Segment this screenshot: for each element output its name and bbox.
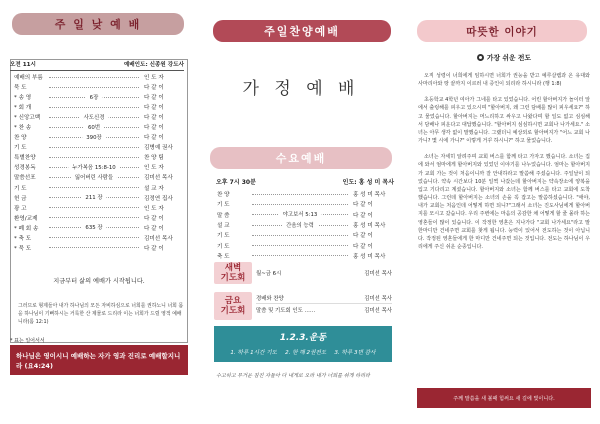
service-item-name: * 축 도: [14, 235, 32, 242]
service-item-person: 찬 양 팀: [144, 155, 164, 162]
service-leader-dots: [49, 237, 139, 238]
service-row: [217, 220, 393, 230]
dawn-prayer-time: 월~금 6시: [256, 271, 282, 277]
service-row: [14, 92, 184, 102]
service-item-name: 성경봉독: [14, 165, 36, 172]
service-row: [14, 122, 184, 132]
standing-footnote: * 표는 일어서서: [10, 338, 45, 344]
service-item-person: 홍 성 미 목사: [353, 253, 386, 260]
service-leader-dots: [49, 124, 139, 131]
friday-line-person: 김미선 목사: [364, 308, 392, 314]
warm-story-banner: [417, 20, 587, 42]
service-item-name: 예배의 부름: [14, 75, 43, 82]
service-item-detail: 잃어버린 사람들: [71, 173, 117, 181]
service-item-detail: 211 장: [81, 193, 106, 201]
123-movement-box: [214, 326, 392, 362]
service-item-person: 김미선 목사: [144, 175, 173, 182]
service-leader-dots: [49, 164, 139, 171]
service-item-person: 다 같 이: [144, 225, 164, 232]
friday-prayer-badge: 금요 기도회: [214, 292, 252, 320]
service-leader-dots: [49, 107, 139, 108]
service-row: [14, 142, 184, 152]
family-worship-title: 가 정 예 배: [242, 79, 360, 99]
friday-line-text: 말씀 및 기도회 인도 ……: [256, 308, 316, 314]
service-item-person: 다 같 이: [144, 135, 164, 142]
service-leader: 예배인도: 신종원 강도사: [123, 62, 184, 68]
evening-service-column: [203, 0, 399, 424]
123-movement-title: 1.2.3.운동: [279, 333, 327, 343]
service-item-name: * 묵 도: [14, 245, 32, 252]
service-row: [14, 203, 184, 213]
service-item-detail: 6장: [86, 93, 103, 101]
service-item-detail: 야고보서 5:13: [279, 210, 322, 218]
friday-prayer-line: [256, 304, 392, 316]
movement-item: 2. 한 해 2권전도: [285, 350, 327, 356]
service-leader-dots: [49, 217, 139, 218]
service-item-person: 김병예 권사: [144, 145, 173, 152]
sunday-praise-title: 주일찬양예배: [264, 25, 340, 38]
service-item-name: 환영/교제: [14, 215, 38, 222]
service-leader-dots: [49, 187, 139, 188]
service-leader-dots: [49, 157, 139, 158]
service-item-detail: 사도신경: [80, 113, 109, 121]
sunday-praise-banner: [213, 20, 391, 42]
friday-line-text: 경배와 찬양: [256, 295, 284, 302]
story-paragraph: 오직 성령이 너희에게 임하시면 너희가 권능을 받고 예루살렘과 온 유대와 사마리아와 땅 끝까지 이르러 내 증인이 되리라 하시니라 (행 1:8): [418, 73, 590, 88]
service-time: 오전 11시: [10, 62, 36, 68]
service-leader-dots: [49, 207, 139, 208]
service-leader-dots: [49, 94, 139, 101]
wednesday-service-banner: [210, 147, 392, 169]
bullet-icon: [477, 54, 484, 61]
service-row: [14, 172, 184, 182]
service-row: [217, 230, 393, 240]
service-item-name: 광 고: [14, 205, 27, 212]
wednesday-leader: 인도: 홍 성 미 목사: [342, 179, 394, 186]
service-row: [14, 112, 184, 122]
service-item-person: 다 같 이: [144, 105, 164, 112]
service-item-detail: 635 장: [81, 223, 106, 231]
service-item-name: 기 도: [14, 145, 27, 152]
service-item-person: 김미선 목사: [144, 235, 173, 242]
service-item-name: * 회 개: [14, 105, 32, 112]
service-leader-dots: [49, 77, 139, 78]
service-row: [14, 233, 184, 243]
dawn-prayer-person: 김미선 목사: [364, 271, 392, 277]
service-item-name: 기 도: [217, 202, 230, 209]
service-row: [14, 82, 184, 92]
service-row: [14, 183, 184, 193]
service-item-name: 기 도: [217, 243, 230, 250]
service-item-person: 다 같 이: [144, 85, 164, 92]
service-item-person: 다 같 이: [144, 125, 164, 132]
friday-prayer-block: [214, 292, 392, 320]
service-item-name: 기 도: [14, 185, 27, 192]
service-row: [14, 243, 184, 253]
service-leader-dots: [252, 235, 348, 236]
service-header: [10, 60, 184, 71]
service-leader-dots: [252, 255, 348, 256]
movement-item: 1. 하루 1시간 기도: [230, 350, 278, 356]
service-item-name: 특별찬양: [14, 155, 36, 162]
service-item-name: * 찬 송: [14, 125, 32, 132]
service-row: [217, 189, 393, 199]
service-item-person: 김정연 집사: [144, 195, 173, 202]
story-body: [418, 72, 590, 259]
service-row: [217, 210, 393, 220]
service-item-person: 인 도 자: [144, 165, 164, 172]
service-leader-dots: [252, 222, 348, 229]
service-item-person: 다 같 이: [144, 115, 164, 122]
friday-prayer-line: [256, 292, 392, 304]
service-item-person: 홍 성 미 목사: [353, 192, 386, 199]
dawn-prayer-badge: 새벽 기도회: [214, 262, 252, 284]
service-item-person: 다 같 이: [144, 215, 164, 222]
wednesday-time: 오후 7시 30분: [216, 179, 256, 186]
sunday-service-title: 주 일 낮 예 배: [54, 18, 142, 31]
story-footer-bar: 주께 말씀을 새 볼때 힘써요 새 길에 빛이니다.: [417, 388, 591, 408]
service-leader-dots: [49, 134, 139, 141]
life-worship-note: 지금부터 삶의 예배가 시작됩니다.: [53, 278, 145, 285]
service-leader-dots: [49, 87, 139, 88]
service-leader-dots: [49, 195, 139, 202]
sunday-service-column: [0, 0, 194, 424]
service-item-person: 다 같 이: [353, 212, 373, 219]
service-item-person: 다 같 이: [144, 245, 164, 252]
sunday-service-banner: [12, 13, 184, 35]
service-item-person: 홍 성 미 목사: [353, 223, 386, 230]
dawn-prayer-info: [252, 262, 392, 284]
service-item-detail: 60번: [84, 123, 104, 131]
service-leader-dots: [252, 194, 348, 195]
friday-line-person: 김미선 목사: [364, 295, 392, 302]
warm-story-title: 따뜻한 이야기: [466, 25, 538, 38]
service-item-name: 설 교: [217, 223, 230, 230]
story-heading: [408, 52, 600, 62]
service-row: [14, 132, 184, 142]
service-item-name: 헌 금: [14, 195, 27, 202]
service-item-name: * 송 영: [14, 95, 32, 102]
service-row: [14, 193, 184, 203]
romans-verse-paragraph: 그러므로 형제들아 내가 하나님의 모든 자비하심으로 너희를 권하노니 너희 몸을 하나님이 기뻐하시는 거룩한 산 제물로 드리라 이는 너희가 드릴 영적 예배니라(롬 12:1): [18, 303, 184, 325]
john-verse-banner: 하나님은 영이시니 예배하는 자가 영과 진리로 예배할지니라 (요4:24): [10, 345, 188, 375]
service-leader-dots: [49, 174, 139, 181]
service-leader-dots: [49, 114, 139, 121]
service-item-person: 다 같 이: [353, 233, 373, 240]
story-heading-text: 가장 쉬운 전도: [486, 54, 532, 62]
service-row: [14, 72, 184, 82]
service-item-name: 말씀선포: [14, 175, 36, 182]
service-row: [217, 251, 393, 261]
service-item-person: 다 같 이: [353, 202, 373, 209]
service-item-person: 설 교 자: [144, 185, 164, 192]
service-item-name: 찬 양: [217, 192, 230, 199]
123-movement-items: [214, 348, 392, 356]
service-leader-dots: [49, 225, 139, 232]
service-row: [14, 162, 184, 172]
service-leader-dots: [49, 247, 139, 248]
movement-item: 3. 하루 3번 감사: [334, 350, 376, 356]
service-item-name: 말 씀: [217, 212, 230, 219]
service-item-detail: 간음의 능력: [282, 221, 318, 229]
wednesday-service-title: 수요예배: [275, 152, 327, 165]
service-item-name: 찬 양: [14, 135, 27, 142]
service-row: [14, 223, 184, 233]
service-leader-dots: [252, 245, 348, 246]
service-leader-dots: [252, 212, 348, 219]
service-item-name: 묵 도: [14, 85, 27, 92]
service-item-detail: 누가복음 15:8-10: [68, 163, 119, 171]
service-row: [14, 152, 184, 162]
wednesday-order-list: [217, 189, 393, 261]
story-column: [408, 0, 600, 424]
story-paragraph: 소녀는 자세히 알려주며 교회 버스를 함께 타고 가자고 했습니다. 소녀는 집에 와서 엄마에게 할아버지와 있었던 이야기를 나누었습니다. 엄마는 할아버지가 교회 가는 것이 처음이니까 잘 안내하라고 말씀해 주셨습니다. 주일날이 되었습니다. 약속 시간보다 10분 일찍 나갔는데 할아버지는 약속장소에 양복을 입고 기다리고 계셨습니다. 할아버지와 소녀는 함께 버스를 타고 교회에 도착했습니다. 그런데 할아버지는 소녀의 손을 꼭 잡고는 말씀하셨습니다. "애야, 내가 교회는 처음인데 어떻게 하면 되니?"그래서 소녀는 진도사님에게 할아버지를 모시고 갔습니다. 우리 주변에는 마음의 공감한 채 어떻게 할 줄 몰라 하는 영혼들이 많이 있습니다. 이 작정한 영혼은 지나가다 "교회 나가세요"라고 말 한마디만 건네주면 교회를 찾게 됩니다. 능력이 있어서 전도하는 것이 아닙니다. 작정된 영혼들에게 한 마디만 건네주면 되는 것입니다. 전도는 하나님이 우리에게 주신 쉬운 순종입니다.: [418, 154, 590, 250]
service-item-name: * 폐 회 송: [14, 225, 39, 232]
service-item-person: 인 도 자: [144, 75, 164, 82]
friday-prayer-info: [252, 292, 392, 320]
wednesday-header: [216, 177, 394, 186]
service-item-name: 축 도: [217, 253, 230, 260]
service-leader-dots: [49, 147, 139, 148]
service-item-person: 다 같 이: [144, 95, 164, 102]
service-row: [14, 102, 184, 112]
story-paragraph: 초등학교 4학년 여아가 그네를 타고 있었습니다. 어린 할아버지가 놀이터 앞에서 출렁해를 피우고 있으시며 "할아버지, 왜 그런 담배를 많이 피우세요?" 하고 물었습니다. 할아버지는 머느리하고 싸우고 나왔다며 할 일도 없고 심심해서 담배나 피운다고 대답했습니다. "할아버지 심심하시면 교회나 나가세요." 소녀는 아무 생각 없이 말했습니다. 그랬더니 예상외로 할아버지가 "어느 교회 나가니? 몇 시에 가니?" 이렇게 거꾸 하시니?" 하고 물었습니다.: [418, 97, 590, 145]
service-row: [14, 213, 184, 223]
service-leader-dots: [252, 204, 348, 205]
service-item-person: 다 같 이: [353, 243, 373, 250]
order-of-service-list: [14, 72, 184, 253]
service-row: [217, 199, 393, 209]
service-item-name: 기 도: [217, 233, 230, 240]
service-item-name: * 신앙고백: [14, 115, 41, 122]
dawn-prayer-block: [214, 262, 392, 284]
service-item-person: 인 도 자: [144, 205, 164, 212]
service-row: [217, 240, 393, 250]
service-item-detail: 390장: [82, 133, 106, 141]
matthew-verse-note: 수고하고 무거운 짐진 자들아 다 내게로 오라 내가 너희를 쉬게 하리라: [216, 373, 370, 379]
